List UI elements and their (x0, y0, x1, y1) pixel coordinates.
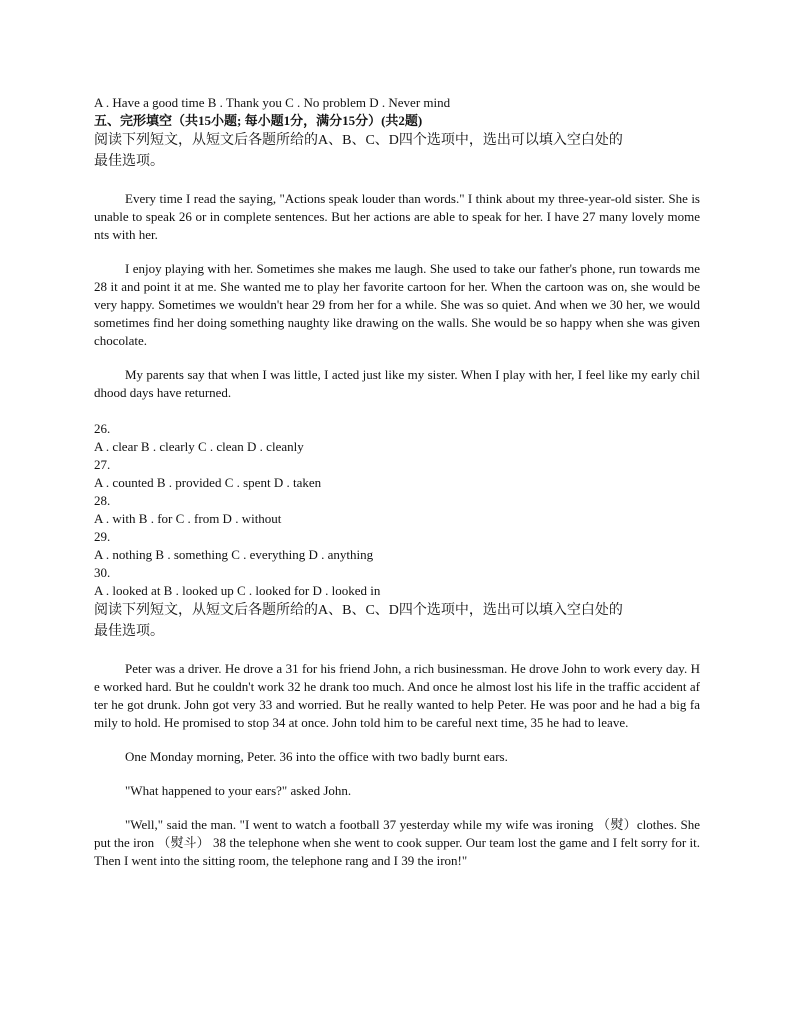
instruction-1-line-2: 最佳选项。 (94, 154, 164, 169)
passage-1-paragraph-1 (94, 190, 700, 244)
question-number: 29. (94, 529, 111, 544)
instruction-1-line-1: 阅读下列短文，从短文后各题所给的A、B、C、D四个选项中，选出可以填入空白处的 (94, 133, 623, 148)
passage-2-paragraph-2 (94, 748, 700, 766)
question-group-1 (94, 420, 700, 600)
passage-1-paragraph-3 (94, 366, 700, 402)
question-options: A . nothing B . something C . everything D . anything (94, 547, 374, 562)
question-number: 30. (94, 565, 111, 580)
passage-2-paragraph-3-text: "What happened to your ears?" asked John. (125, 783, 352, 798)
section-title: 五、完形填空（共15小题; 每小题1分，满分15分）(共2题) (94, 113, 423, 128)
question-options: A . looked at B . looked up C . looked for D . looked in (94, 583, 381, 598)
passage-1-paragraph-1-text: Every time I read the saying, "Actions speak louder than words." I think about my three-year-old sister. She is unable to speak 26 or in complete sentences. But her actions are able to speak for her. I have 27 many lovely moments with her. (94, 191, 700, 242)
passage-2-paragraph-4 (94, 816, 700, 870)
question-options: A . with B . for C . from D . without (94, 511, 282, 526)
instruction-2-line-1: 阅读下列短文，从短文后各题所给的A、B、C、D四个选项中，选出可以填入空白处的 (94, 603, 623, 618)
question-options: A . clear B . clearly C . clean D . cleanly (94, 439, 304, 454)
instruction-2-line-2: 最佳选项。 (94, 624, 164, 639)
question-number: 28. (94, 493, 111, 508)
passage-2-paragraph-3 (94, 782, 700, 800)
question-options: A . counted B . provided C . spent D . taken (94, 475, 322, 490)
question-number: 26. (94, 421, 111, 436)
passage-1-paragraph-2 (94, 260, 700, 350)
passage-2-paragraph-1 (94, 660, 700, 732)
passage-1-paragraph-3-text: My parents say that when I was little, I acted just like my sister. When I play with her, I feel like my early childhood days have returned. (94, 367, 700, 400)
question-number: 27. (94, 457, 111, 472)
passage-2-paragraph-2-text: One Monday morning, Peter. 36 into the office with two badly burnt ears. (125, 749, 508, 764)
passage-2-paragraph-4-text: "Well," said the man. "I went to watch a football 37 yesterday while my wife was ironing （熨）clothes. She put the iron （熨斗） 38 the telephone when she went to cook supper. Our team lost the game and I felt sorry for it. Then I went into the sitting room, the telephone rang and I 39 the iron!" (94, 817, 700, 868)
previous-question-options: A . Have a good time B . Thank you C . No problem D . Never mind (94, 95, 451, 110)
passage-1-paragraph-2-text: I enjoy playing with her. Sometimes she makes me laugh. She used to take our father's phone, run towards me 28 it and point it at me. She wanted me to play her favorite cartoon for her. When the cartoon was on, she would be very happy. Sometimes we wouldn't hear 29 from her for a while. She was so quiet. And when we 30 her, we would sometimes find her doing something naughty like drawing on the walls. She would be so happy when she was given chocolate. (94, 261, 700, 348)
passage-2-paragraph-1-text: Peter was a driver. He drove a 31 for his friend John, a rich businessman. He drove John to work every day. He worked hard. But he couldn't work 32 he drank too much. And once he almost lost his life in the traffic accident after he got drunk. John got very 33 and worried. But he really wanted to help Peter. He was poor and he had a big family to hold. He promised to stop 34 at once. John told him to be careful next time, 35 he had to leave. (94, 661, 700, 730)
document-page (94, 94, 700, 870)
